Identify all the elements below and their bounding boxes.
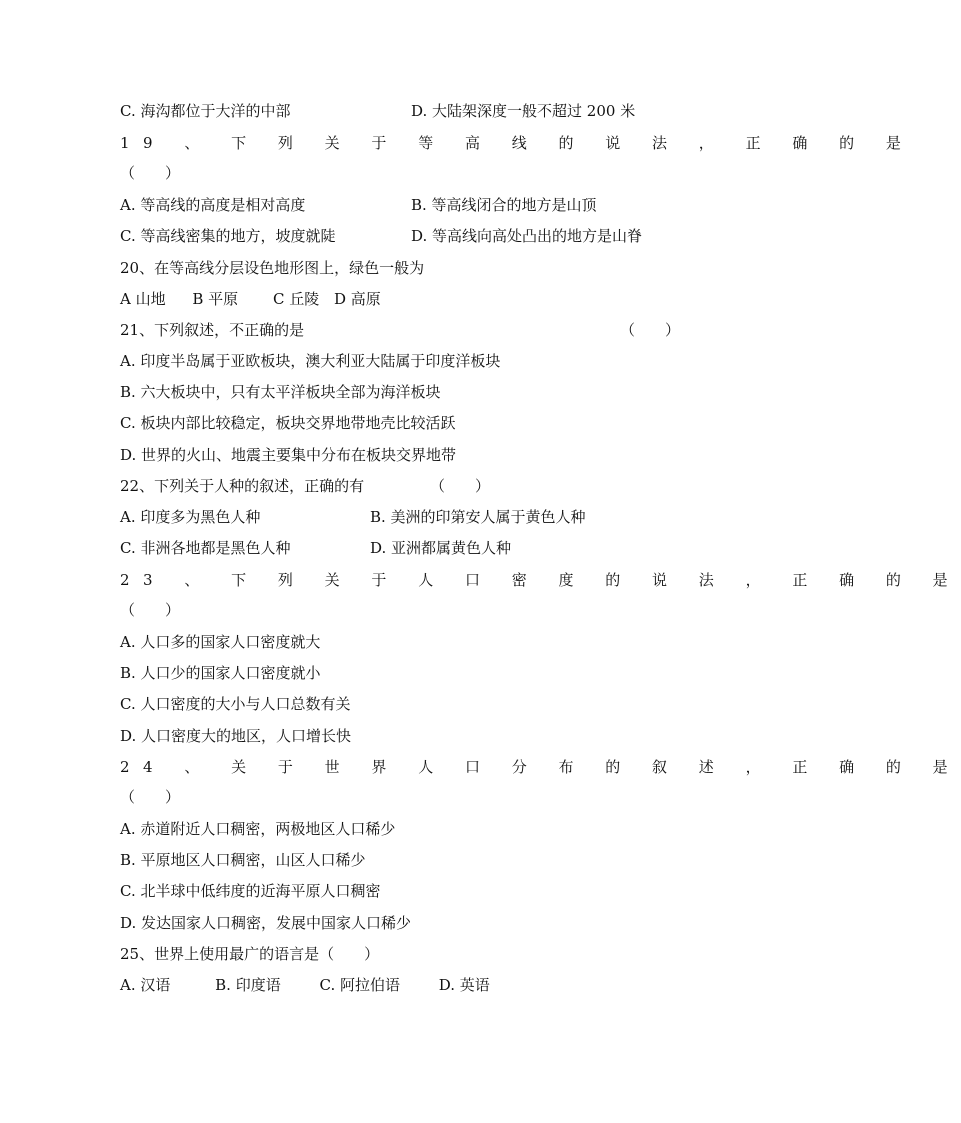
q25-option-c: C. 阿拉伯语	[319, 976, 400, 994]
q18-option-c: C. 海沟都位于大洋的中部	[120, 102, 291, 120]
q23-option-b: B. 人口少的国家人口密度就小	[120, 664, 321, 682]
q24-option-c: C. 北半球中低纬度的近海平原人口稠密	[120, 882, 381, 900]
q20-option-a: A 山地	[120, 290, 166, 308]
q24-title	[120, 757, 961, 777]
q22-option-a: A. 印度多为黑色人种	[120, 508, 261, 526]
q25-option-a: A. 汉语	[120, 976, 171, 994]
q23-answer-paren: （ ）	[120, 601, 181, 619]
q20-option-b: B 平原	[192, 290, 239, 308]
q22-title-row	[120, 476, 675, 496]
q25-options	[120, 975, 675, 995]
q21-option-a: A. 印度半岛属于亚欧板块，澳大利亚大陆属于印度洋板块	[120, 352, 501, 370]
q22-options-ab	[120, 507, 675, 527]
q24-answer-paren: （ ）	[120, 788, 181, 806]
q22-options-cd	[120, 538, 675, 558]
q22-option-d: D. 亚洲都属黄色人种	[370, 539, 512, 557]
q21-option-c: C. 板块内部比较稳定，板块交界地带地壳比较活跃	[120, 414, 456, 432]
q24-option-a: A. 赤道附近人口稠密，两极地区人口稀少	[120, 820, 396, 838]
q21-option-b: B. 六大板块中，只有太平洋板块全部为海洋板块	[120, 383, 441, 401]
q19-title-text: 19 、 下 列 关 于 等 高 线 的 说 法 ， 正 确 的 是	[120, 134, 915, 152]
q25-option-d: D. 英语	[438, 976, 490, 994]
q23-option-a: A. 人口多的国家人口密度就大	[120, 633, 321, 651]
q23-option-c: C. 人口密度的大小与人口总数有关	[120, 695, 351, 713]
q19-title	[120, 133, 915, 153]
q24-option-b: B. 平原地区人口稠密，山区人口稀少	[120, 851, 366, 869]
q20-option-d: D 高原	[334, 290, 381, 308]
q23-title-text: 23 、 下 列 关 于 人 口 密 度 的 说 法 ， 正 确 的 是	[120, 571, 961, 589]
q18-options-cd	[120, 101, 675, 121]
q21-title: 21、下列叙述，不正确的是	[120, 321, 305, 339]
q19-option-a: A. 等高线的高度是相对高度	[120, 196, 306, 214]
q20-option-c: C 丘陵	[272, 290, 320, 308]
q19-options-cd	[120, 226, 675, 246]
q19-option-c: C. 等高线密集的地方，坡度就陡	[120, 227, 336, 245]
q19-options-ab	[120, 195, 675, 215]
q20-title: 20、在等高线分层设色地形图上，绿色一般为	[120, 259, 425, 277]
q24-option-d: D. 发达国家人口稠密，发展中国家人口稀少	[120, 914, 412, 932]
q22-option-c: C. 非洲各地都是黑色人种	[120, 539, 291, 557]
q23-title	[120, 570, 961, 590]
q22-option-b: B. 美洲的印第安人属于黄色人种	[370, 508, 586, 526]
q24-title-text: 24 、 关 于 世 界 人 口 分 布 的 叙 述 ， 正 确 的 是	[120, 758, 961, 776]
q21-option-d: D. 世界的火山、地震主要集中分布在板块交界地带	[120, 446, 457, 464]
q20-options	[120, 289, 675, 309]
q21-answer-paren: （ ）	[620, 321, 681, 339]
q25-option-b: B. 印度语	[215, 976, 281, 994]
q19-answer-paren: （ ）	[120, 164, 181, 182]
q25-title: 25、世界上使用最广的语言是（ ）	[120, 945, 380, 963]
q22-title: 22、下列关于人种的叙述，正确的有	[120, 477, 365, 495]
q19-option-b: B. 等高线闭合的地方是山顶	[411, 196, 597, 214]
q22-answer-paren: （ ）	[430, 477, 491, 495]
q23-option-d: D. 人口密度大的地区，人口增长快	[120, 727, 352, 745]
q21-title-row	[120, 320, 681, 340]
q18-option-d: D. 大陆架深度一般不超过 200 米	[411, 102, 636, 120]
q19-option-d: D. 等高线向高处凸出的地方是山脊	[411, 227, 643, 245]
